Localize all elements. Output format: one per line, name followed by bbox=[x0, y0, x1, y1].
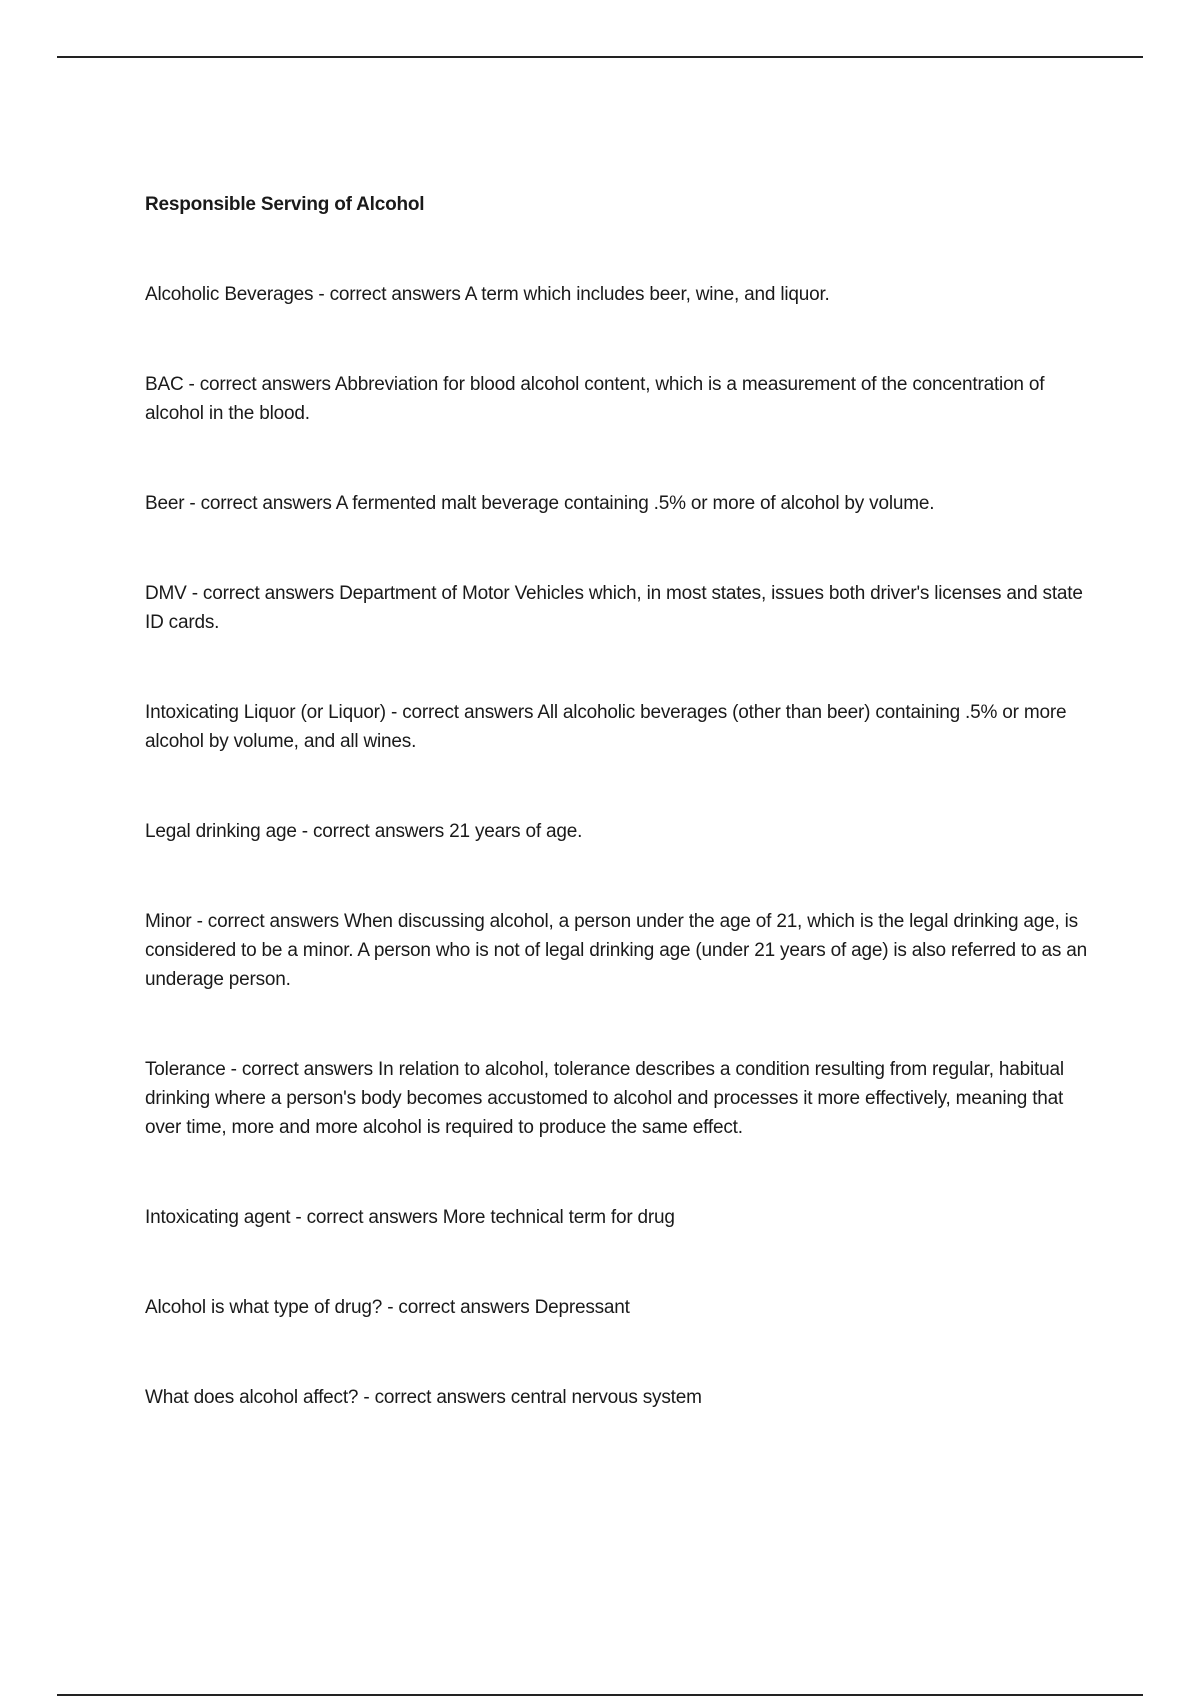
document-body bbox=[145, 190, 1090, 1412]
qa-entry: Minor - correct answers When discussing alcohol, a person under the age of 21, which is the legal drinking age, is considered to be a minor. A person who is not of legal drinking age (under 21 years of age) is also referred to as an underage person. bbox=[145, 911, 1087, 990]
qa-entry: Tolerance - correct answers In relation to alcohol, tolerance describes a condition resulting from regular, habitual drinking where a person's body becomes accustomed to alcohol and processes it more effectively, meaning that over time, more and more alcohol is required to produce the same effect. bbox=[145, 1059, 1064, 1138]
qa-entry: Alcoholic Beverages - correct answers A term which includes beer, wine, and liquor. bbox=[145, 284, 830, 305]
qa-entry: What does alcohol affect? - correct answers central nervous system bbox=[145, 1387, 702, 1408]
qa-entry: BAC - correct answers Abbreviation for blood alcohol content, which is a measurement of the concentration of alcohol in the blood. bbox=[145, 374, 1045, 424]
header-rule bbox=[57, 56, 1143, 58]
footer-rule bbox=[57, 1694, 1143, 1696]
document-title: Responsible Serving of Alcohol bbox=[145, 194, 425, 215]
qa-entry: Intoxicating agent - correct answers More technical term for drug bbox=[145, 1207, 675, 1228]
qa-entry: Alcohol is what type of drug? - correct answers Depressant bbox=[145, 1297, 630, 1318]
qa-entry: Beer - correct answers A fermented malt beverage containing .5% or more of alcohol by volume. bbox=[145, 493, 935, 514]
qa-entry: Intoxicating Liquor (or Liquor) - correct answers All alcoholic beverages (other than beer) containing .5% or more alcohol by volume, and all wines. bbox=[145, 702, 1067, 752]
qa-entry: DMV - correct answers Department of Motor Vehicles which, in most states, issues both driver's licenses and state ID cards. bbox=[145, 583, 1083, 633]
qa-entry: Legal drinking age - correct answers 21 years of age. bbox=[145, 821, 583, 842]
